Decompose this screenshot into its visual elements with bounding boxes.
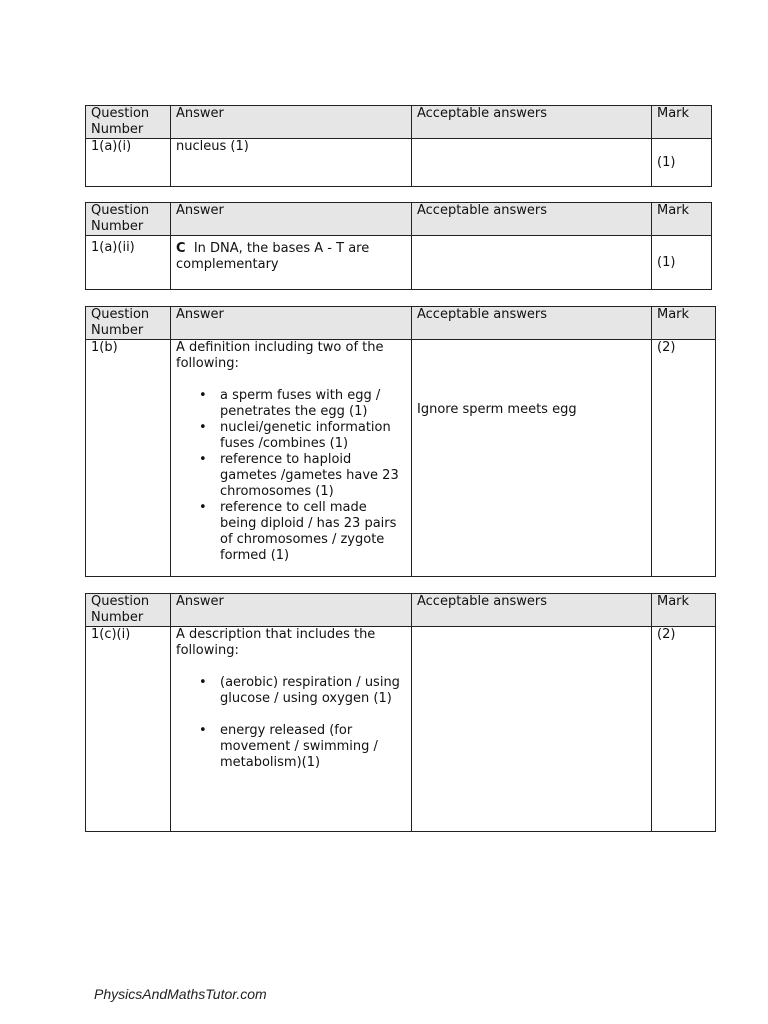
acceptable-cell — [412, 139, 652, 187]
header-mark: Mark — [652, 106, 712, 139]
header-answer: Answer — [171, 594, 412, 627]
question-number: 1(a)(i) — [86, 139, 171, 187]
footer-site-name: PhysicsAndMathsTutor.com — [94, 986, 267, 1002]
spacer — [220, 707, 406, 723]
header-acceptable-answers: Acceptable answers — [412, 307, 652, 340]
question-number: 1(c)(i) — [86, 627, 171, 832]
acceptable-cell: Ignore sperm meets egg — [412, 340, 652, 577]
header-acceptable-answers: Acceptable answers — [412, 594, 652, 627]
header-mark: Mark — [652, 307, 716, 340]
answer-intro: A description that includes the following: — [176, 627, 376, 658]
mark-cell: (2) — [652, 340, 716, 577]
answer-point: • energy released (for movement / swimming / metabolism)(1) — [220, 723, 406, 771]
acceptable-cell — [412, 627, 652, 832]
header-question-number: Question Number — [86, 307, 171, 340]
answer-point: • (aerobic) respiration / using glucose / using oxygen (1) — [220, 675, 406, 707]
answer-cell — [171, 340, 412, 577]
answer-intro: A definition including two of the following: — [176, 340, 384, 371]
acceptable-cell — [412, 236, 652, 290]
answer-point: • reference to cell made being diploid / has 23 pairs of chromosomes / zygote formed (1) — [220, 500, 406, 564]
mark-scheme-table-1c-i — [85, 593, 716, 832]
mark-scheme-table-1b — [85, 306, 716, 577]
answer-text: In DNA, the bases A - T are complementary — [176, 241, 370, 272]
answer-point: • reference to haploid gametes /gametes have 23 chromosomes (1) — [220, 452, 406, 500]
answer-key: C — [176, 241, 186, 256]
header-question-number: Question Number — [86, 203, 171, 236]
answer-point: • nuclei/genetic information fuses /combines (1) — [220, 420, 406, 452]
mark-cell: (1) — [652, 139, 712, 187]
header-mark: Mark — [652, 594, 716, 627]
header-acceptable-answers: Acceptable answers — [412, 106, 652, 139]
answer-points — [176, 388, 406, 564]
header-question-number: Question Number — [86, 594, 171, 627]
answer-points — [176, 675, 406, 771]
header-answer: Answer — [171, 203, 412, 236]
header-answer: Answer — [171, 106, 412, 139]
header-answer: Answer — [171, 307, 412, 340]
mark-cell: (1) — [652, 236, 712, 290]
mark-cell: (2) — [652, 627, 716, 832]
mark-scheme-table-1a-i — [85, 105, 712, 187]
answer-cell — [171, 236, 412, 290]
answer-cell: nucleus (1) — [171, 139, 412, 187]
header-acceptable-answers: Acceptable answers — [412, 203, 652, 236]
answer-point: • a sperm fuses with egg / penetrates the egg (1) — [220, 388, 406, 420]
mark-scheme-table-1a-ii — [85, 202, 712, 290]
question-number: 1(a)(ii) — [86, 236, 171, 290]
question-number: 1(b) — [86, 340, 171, 577]
header-mark: Mark — [652, 203, 712, 236]
answer-cell — [171, 627, 412, 832]
header-question-number: Question Number — [86, 106, 171, 139]
